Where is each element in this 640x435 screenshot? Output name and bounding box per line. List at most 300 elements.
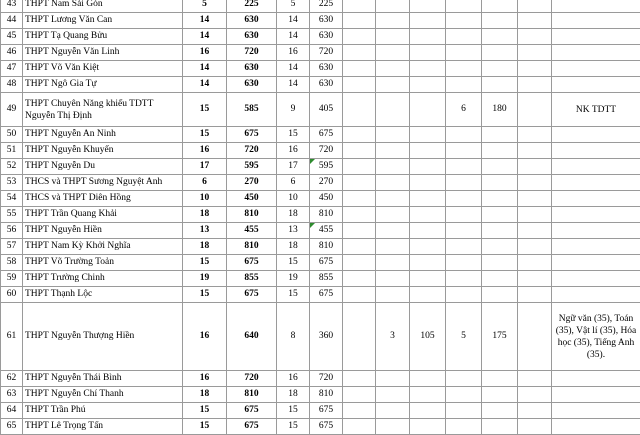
cell-specialized-classes[interactable]: [376, 77, 410, 93]
cell-specialized-classes[interactable]: [376, 387, 410, 403]
cell-integrated-classes[interactable]: [446, 387, 482, 403]
cell-specialized-classes[interactable]: [376, 61, 410, 77]
cell-integrated-classes[interactable]: [446, 127, 482, 143]
cell-no[interactable]: [1, 371, 23, 387]
cell-regular-classes[interactable]: [277, 287, 310, 303]
cell-integrated-classes[interactable]: [446, 159, 482, 175]
cell-school-name[interactable]: [23, 239, 183, 255]
cell-extra-2[interactable]: [518, 29, 552, 45]
cell-extra-1[interactable]: [343, 371, 376, 387]
cell-regular-students[interactable]: [310, 127, 343, 143]
cell-school-name[interactable]: [23, 191, 183, 207]
cell-regular-classes[interactable]: [277, 61, 310, 77]
cell-school-name[interactable]: [23, 255, 183, 271]
cell-integrated-students[interactable]: [482, 45, 518, 61]
cell-regular-classes[interactable]: [277, 191, 310, 207]
cell-total-students[interactable]: [227, 191, 277, 207]
cell-total-classes[interactable]: [183, 0, 227, 13]
cell-school-name[interactable]: [23, 287, 183, 303]
cell-note[interactable]: [552, 239, 640, 255]
cell-no[interactable]: [1, 223, 23, 239]
cell-note[interactable]: [552, 45, 640, 61]
cell-integrated-classes[interactable]: [446, 175, 482, 191]
cell-integrated-students[interactable]: [482, 223, 518, 239]
cell-integrated-students[interactable]: [482, 77, 518, 93]
cell-note[interactable]: [552, 77, 640, 93]
cell-regular-students[interactable]: [310, 287, 343, 303]
cell-regular-students[interactable]: [310, 419, 343, 435]
cell-school-name[interactable]: [23, 271, 183, 287]
cell-specialized-students[interactable]: [410, 255, 446, 271]
cell-specialized-classes[interactable]: [376, 419, 410, 435]
cell-specialized-classes[interactable]: [376, 271, 410, 287]
cell-no[interactable]: [1, 29, 23, 45]
cell-integrated-students[interactable]: [482, 239, 518, 255]
cell-note[interactable]: [552, 303, 640, 371]
cell-extra-2[interactable]: [518, 255, 552, 271]
cell-regular-classes[interactable]: [277, 175, 310, 191]
cell-total-classes[interactable]: [183, 271, 227, 287]
cell-specialized-classes[interactable]: [376, 0, 410, 13]
cell-note[interactable]: [552, 371, 640, 387]
cell-regular-students[interactable]: [310, 13, 343, 29]
cell-specialized-students[interactable]: [410, 29, 446, 45]
cell-regular-students[interactable]: [310, 239, 343, 255]
cell-specialized-classes[interactable]: [376, 13, 410, 29]
cell-extra-1[interactable]: [343, 207, 376, 223]
cell-total-students[interactable]: [227, 77, 277, 93]
cell-note[interactable]: [552, 255, 640, 271]
cell-specialized-classes[interactable]: [376, 255, 410, 271]
cell-integrated-students[interactable]: [482, 143, 518, 159]
cell-total-students[interactable]: [227, 29, 277, 45]
cell-total-classes[interactable]: [183, 159, 227, 175]
cell-total-students[interactable]: [227, 61, 277, 77]
cell-extra-1[interactable]: [343, 0, 376, 13]
cell-extra-1[interactable]: [343, 255, 376, 271]
cell-extra-2[interactable]: [518, 191, 552, 207]
cell-total-classes[interactable]: [183, 127, 227, 143]
cell-school-name[interactable]: [23, 143, 183, 159]
cell-total-students[interactable]: [227, 371, 277, 387]
cell-integrated-students[interactable]: [482, 159, 518, 175]
cell-total-classes[interactable]: [183, 387, 227, 403]
cell-extra-2[interactable]: [518, 77, 552, 93]
cell-specialized-classes[interactable]: [376, 93, 410, 127]
cell-total-classes[interactable]: [183, 77, 227, 93]
cell-no[interactable]: [1, 419, 23, 435]
cell-integrated-students[interactable]: [482, 387, 518, 403]
cell-specialized-classes[interactable]: [376, 175, 410, 191]
cell-total-students[interactable]: [227, 255, 277, 271]
cell-integrated-students[interactable]: [482, 419, 518, 435]
cell-no[interactable]: [1, 255, 23, 271]
cell-regular-classes[interactable]: [277, 223, 310, 239]
cell-no[interactable]: [1, 159, 23, 175]
cell-regular-students[interactable]: [310, 191, 343, 207]
cell-specialized-students[interactable]: [410, 175, 446, 191]
cell-integrated-classes[interactable]: [446, 207, 482, 223]
cell-extra-1[interactable]: [343, 191, 376, 207]
cell-integrated-classes[interactable]: [446, 77, 482, 93]
cell-total-classes[interactable]: [183, 45, 227, 61]
cell-school-name[interactable]: [23, 403, 183, 419]
cell-school-name[interactable]: [23, 419, 183, 435]
cell-note[interactable]: [552, 0, 640, 13]
cell-extra-1[interactable]: [343, 13, 376, 29]
cell-extra-1[interactable]: [343, 143, 376, 159]
cell-extra-2[interactable]: [518, 419, 552, 435]
cell-extra-1[interactable]: [343, 127, 376, 143]
cell-extra-1[interactable]: [343, 419, 376, 435]
cell-extra-2[interactable]: [518, 303, 552, 371]
cell-school-name[interactable]: [23, 175, 183, 191]
cell-extra-2[interactable]: [518, 207, 552, 223]
cell-note[interactable]: [552, 387, 640, 403]
cell-school-name[interactable]: [23, 13, 183, 29]
cell-integrated-students[interactable]: [482, 29, 518, 45]
cell-specialized-students[interactable]: [410, 77, 446, 93]
cell-regular-classes[interactable]: [277, 159, 310, 175]
cell-note[interactable]: [552, 29, 640, 45]
cell-integrated-classes[interactable]: [446, 0, 482, 13]
cell-regular-classes[interactable]: [277, 29, 310, 45]
cell-note[interactable]: [552, 419, 640, 435]
cell-total-students[interactable]: [227, 175, 277, 191]
cell-integrated-classes[interactable]: [446, 371, 482, 387]
cell-no[interactable]: [1, 93, 23, 127]
cell-extra-1[interactable]: [343, 77, 376, 93]
cell-total-students[interactable]: [227, 223, 277, 239]
cell-extra-2[interactable]: [518, 287, 552, 303]
cell-specialized-classes[interactable]: [376, 45, 410, 61]
cell-no[interactable]: [1, 191, 23, 207]
cell-note[interactable]: [552, 61, 640, 77]
cell-no[interactable]: [1, 387, 23, 403]
cell-regular-students[interactable]: [310, 0, 343, 13]
cell-extra-2[interactable]: [518, 127, 552, 143]
cell-no[interactable]: [1, 303, 23, 371]
cell-regular-classes[interactable]: [277, 0, 310, 13]
cell-regular-classes-text: 5: [291, 0, 296, 9]
cell-integrated-students[interactable]: [482, 371, 518, 387]
cell-regular-classes[interactable]: [277, 303, 310, 371]
cell-specialized-students[interactable]: [410, 13, 446, 29]
cell-total-classes[interactable]: [183, 191, 227, 207]
cell-total-classes[interactable]: [183, 303, 227, 371]
cell-specialized-classes[interactable]: [376, 29, 410, 45]
cell-total-classes[interactable]: [183, 143, 227, 159]
cell-specialized-students[interactable]: [410, 371, 446, 387]
cell-integrated-classes[interactable]: [446, 223, 482, 239]
cell-regular-students[interactable]: [310, 159, 343, 175]
cell-total-classes[interactable]: [183, 403, 227, 419]
cell-regular-students[interactable]: [310, 387, 343, 403]
cell-regular-students[interactable]: [310, 303, 343, 371]
cell-regular-students[interactable]: [310, 271, 343, 287]
cell-regular-students[interactable]: [310, 45, 343, 61]
cell-extra-2[interactable]: [518, 143, 552, 159]
cell-specialized-students[interactable]: [410, 143, 446, 159]
cell-integrated-students[interactable]: [482, 303, 518, 371]
cell-no[interactable]: [1, 143, 23, 159]
cell-specialized-students[interactable]: [410, 271, 446, 287]
cell-specialized-students[interactable]: [410, 0, 446, 13]
cell-regular-classes[interactable]: [277, 13, 310, 29]
cell-total-classes[interactable]: [183, 93, 227, 127]
cell-specialized-students[interactable]: [410, 419, 446, 435]
cell-total-students[interactable]: [227, 239, 277, 255]
cell-note[interactable]: [552, 143, 640, 159]
cell-specialized-classes[interactable]: [376, 143, 410, 159]
cell-regular-classes[interactable]: [277, 239, 310, 255]
cell-integrated-classes[interactable]: [446, 419, 482, 435]
cell-extra-1[interactable]: [343, 239, 376, 255]
cell-regular-students[interactable]: [310, 175, 343, 191]
cell-specialized-classes[interactable]: [376, 223, 410, 239]
cell-school-name[interactable]: [23, 303, 183, 371]
cell-integrated-classes[interactable]: [446, 255, 482, 271]
cell-specialized-classes[interactable]: [376, 371, 410, 387]
cell-note[interactable]: [552, 191, 640, 207]
cell-extra-1[interactable]: [343, 287, 376, 303]
cell-total-students[interactable]: [227, 0, 277, 13]
cell-regular-classes[interactable]: [277, 371, 310, 387]
cell-regular-classes[interactable]: [277, 387, 310, 403]
cell-total-students[interactable]: [227, 127, 277, 143]
cell-extra-2[interactable]: [518, 403, 552, 419]
cell-integrated-students[interactable]: [482, 127, 518, 143]
cell-total-students[interactable]: [227, 159, 277, 175]
cell-regular-classes[interactable]: [277, 419, 310, 435]
cell-note[interactable]: [552, 271, 640, 287]
cell-total-students[interactable]: [227, 387, 277, 403]
cell-integrated-classes[interactable]: [446, 239, 482, 255]
cell-regular-classes[interactable]: [277, 127, 310, 143]
cell-note[interactable]: [552, 403, 640, 419]
cell-extra-1[interactable]: [343, 93, 376, 127]
cell-specialized-classes[interactable]: [376, 207, 410, 223]
cell-integrated-classes[interactable]: [446, 143, 482, 159]
cell-school-name[interactable]: [23, 29, 183, 45]
cell-regular-classes[interactable]: [277, 45, 310, 61]
cell-no[interactable]: [1, 207, 23, 223]
cell-no[interactable]: [1, 0, 23, 13]
cell-note[interactable]: [552, 13, 640, 29]
cell-integrated-students[interactable]: [482, 0, 518, 13]
cell-integrated-students[interactable]: [482, 13, 518, 29]
cell-note[interactable]: [552, 93, 640, 127]
cell-school-name[interactable]: [23, 61, 183, 77]
cell-specialized-students[interactable]: [410, 403, 446, 419]
cell-extra-1[interactable]: [343, 387, 376, 403]
cell-total-students[interactable]: [227, 419, 277, 435]
cell-extra-2[interactable]: [518, 371, 552, 387]
cell-regular-classes[interactable]: [277, 255, 310, 271]
cell-total-classes[interactable]: [183, 287, 227, 303]
cell-total-students[interactable]: [227, 403, 277, 419]
cell-regular-classes[interactable]: [277, 207, 310, 223]
cell-total-classes[interactable]: [183, 61, 227, 77]
cell-no[interactable]: [1, 271, 23, 287]
cell-school-name[interactable]: [23, 371, 183, 387]
cell-regular-students[interactable]: [310, 29, 343, 45]
cell-integrated-students[interactable]: [482, 207, 518, 223]
cell-total-students[interactable]: [227, 143, 277, 159]
cell-total-classes[interactable]: [183, 255, 227, 271]
cell-school-name[interactable]: [23, 0, 183, 13]
cell-extra-1[interactable]: [343, 159, 376, 175]
cell-total-classes[interactable]: [183, 175, 227, 191]
cell-integrated-classes[interactable]: [446, 93, 482, 127]
cell-specialized-students[interactable]: [410, 159, 446, 175]
cell-specialized-students[interactable]: [410, 239, 446, 255]
cell-total-students[interactable]: [227, 45, 277, 61]
cell-extra-1[interactable]: [343, 29, 376, 45]
cell-integrated-classes[interactable]: [446, 403, 482, 419]
cell-total-classes[interactable]: [183, 371, 227, 387]
cell-extra-1[interactable]: [343, 403, 376, 419]
cell-specialized-students[interactable]: [410, 191, 446, 207]
cell-note[interactable]: [552, 159, 640, 175]
cell-integrated-students[interactable]: [482, 191, 518, 207]
cell-note[interactable]: [552, 127, 640, 143]
cell-regular-classes[interactable]: [277, 403, 310, 419]
cell-specialized-students[interactable]: [410, 287, 446, 303]
cell-regular-students[interactable]: [310, 403, 343, 419]
cell-specialized-classes[interactable]: [376, 127, 410, 143]
cell-regular-students[interactable]: [310, 371, 343, 387]
cell-specialized-students[interactable]: [410, 61, 446, 77]
cell-specialized-students[interactable]: [410, 223, 446, 239]
cell-regular-students[interactable]: [310, 61, 343, 77]
cell-integrated-students[interactable]: [482, 61, 518, 77]
cell-total-classes[interactable]: [183, 13, 227, 29]
cell-regular-classes[interactable]: [277, 143, 310, 159]
cell-integrated-students[interactable]: [482, 255, 518, 271]
cell-note[interactable]: [552, 175, 640, 191]
cell-school-name[interactable]: [23, 45, 183, 61]
cell-extra-1[interactable]: [343, 175, 376, 191]
cell-total-classes[interactable]: [183, 239, 227, 255]
cell-school-name[interactable]: [23, 159, 183, 175]
cell-extra-2[interactable]: [518, 175, 552, 191]
cell-no[interactable]: [1, 175, 23, 191]
cell-extra-2[interactable]: [518, 239, 552, 255]
cell-specialized-classes[interactable]: [376, 239, 410, 255]
cell-no[interactable]: [1, 61, 23, 77]
cell-integrated-classes[interactable]: [446, 287, 482, 303]
cell-regular-students[interactable]: [310, 93, 343, 127]
cell-no[interactable]: [1, 45, 23, 61]
cell-integrated-students[interactable]: [482, 271, 518, 287]
cell-school-name[interactable]: [23, 207, 183, 223]
cell-integrated-classes[interactable]: [446, 271, 482, 287]
cell-extra-2[interactable]: [518, 0, 552, 13]
cell-integrated-classes[interactable]: [446, 191, 482, 207]
cell-school-name[interactable]: [23, 223, 183, 239]
cell-specialized-students[interactable]: [410, 207, 446, 223]
cell-note[interactable]: [552, 223, 640, 239]
cell-regular-students[interactable]: [310, 77, 343, 93]
cell-extra-2[interactable]: [518, 223, 552, 239]
cell-total-students[interactable]: [227, 93, 277, 127]
cell-extra-2[interactable]: [518, 159, 552, 175]
cell-no[interactable]: [1, 77, 23, 93]
cell-total-classes[interactable]: [183, 223, 227, 239]
cell-regular-students[interactable]: [310, 255, 343, 271]
cell-integrated-classes[interactable]: [446, 29, 482, 45]
cell-note[interactable]: [552, 287, 640, 303]
cell-total-classes[interactable]: [183, 207, 227, 223]
cell-specialized-students[interactable]: [410, 45, 446, 61]
cell-extra-1[interactable]: [343, 45, 376, 61]
cell-school-name[interactable]: [23, 387, 183, 403]
cell-regular-classes[interactable]: [277, 271, 310, 287]
cell-specialized-classes[interactable]: [376, 287, 410, 303]
cell-extra-1[interactable]: [343, 303, 376, 371]
cell-extra-1[interactable]: [343, 61, 376, 77]
cell-specialized-students[interactable]: [410, 127, 446, 143]
cell-extra-2[interactable]: [518, 13, 552, 29]
cell-integrated-classes[interactable]: [446, 13, 482, 29]
cell-regular-students[interactable]: [310, 143, 343, 159]
cell-specialized-students[interactable]: [410, 387, 446, 403]
cell-school-name[interactable]: [23, 127, 183, 143]
cell-school-name[interactable]: [23, 77, 183, 93]
cell-extra-2[interactable]: [518, 387, 552, 403]
cell-regular-students[interactable]: [310, 207, 343, 223]
cell-integrated-classes[interactable]: [446, 303, 482, 371]
cell-total-students[interactable]: [227, 13, 277, 29]
cell-specialized-students[interactable]: [410, 303, 446, 371]
cell-regular-classes[interactable]: [277, 93, 310, 127]
cell-extra-2[interactable]: [518, 61, 552, 77]
cell-integrated-classes[interactable]: [446, 61, 482, 77]
cell-total-classes[interactable]: [183, 419, 227, 435]
cell-integrated-classes[interactable]: [446, 45, 482, 61]
cell-no[interactable]: [1, 239, 23, 255]
cell-extra-1[interactable]: [343, 223, 376, 239]
cell-integrated-students[interactable]: [482, 287, 518, 303]
cell-total-students[interactable]: [227, 271, 277, 287]
cell-integrated-students[interactable]: [482, 175, 518, 191]
cell-school-name[interactable]: [23, 93, 183, 127]
cell-no[interactable]: [1, 287, 23, 303]
cell-extra-2[interactable]: [518, 271, 552, 287]
cell-note[interactable]: [552, 207, 640, 223]
cell-specialized-classes[interactable]: [376, 303, 410, 371]
cell-specialized-classes[interactable]: [376, 403, 410, 419]
cell-specialized-classes[interactable]: [376, 191, 410, 207]
cell-total-students[interactable]: [227, 207, 277, 223]
cell-total-classes[interactable]: [183, 29, 227, 45]
cell-integrated-students[interactable]: [482, 93, 518, 127]
cell-extra-2[interactable]: [518, 93, 552, 127]
cell-specialized-classes[interactable]: [376, 159, 410, 175]
cell-integrated-students[interactable]: [482, 403, 518, 419]
cell-no[interactable]: [1, 403, 23, 419]
cell-regular-classes[interactable]: [277, 77, 310, 93]
cell-extra-1[interactable]: [343, 271, 376, 287]
cell-regular-students[interactable]: [310, 223, 343, 239]
cell-no[interactable]: [1, 13, 23, 29]
cell-total-students[interactable]: [227, 287, 277, 303]
cell-extra-2[interactable]: [518, 45, 552, 61]
cell-total-students[interactable]: [227, 303, 277, 371]
cell-specialized-students[interactable]: [410, 93, 446, 127]
cell-no[interactable]: [1, 127, 23, 143]
